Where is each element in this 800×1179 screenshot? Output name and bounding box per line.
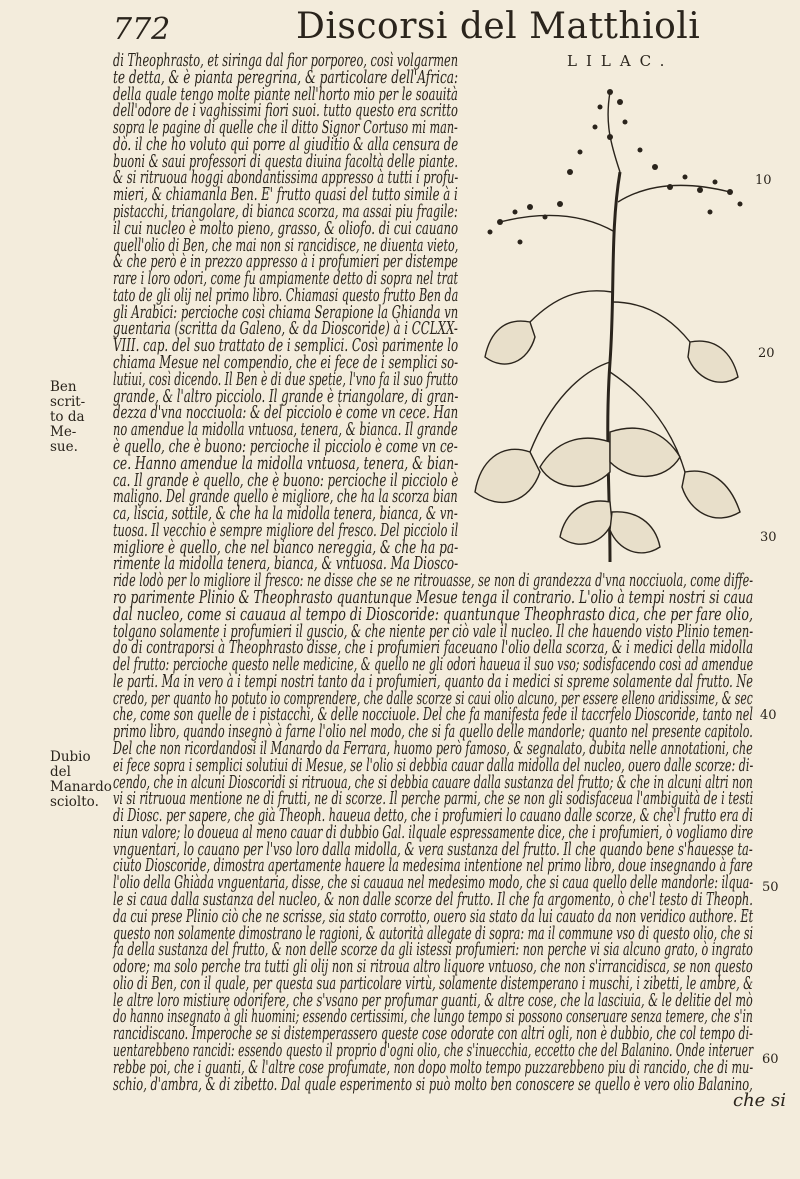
text-line: da cui prese Plinio ciò che ne scrisse, sia stato corrotto, ouero sia stato da lui cauato da non veridico authore. Et xyxy=(113,905,754,927)
text-line: do di contraporsi à Theophrasto disse, che i profumieri faceuano l'olio della scorza, & i medici della midolla xyxy=(113,637,754,659)
text-line: il cui nucleo è molto pieno, grasso, & oliofo. di cui cauano xyxy=(113,217,459,239)
text-line: credo, per quanto ho potuto io comprendere, che dalle scorze si caui olio alcuno, per essere elleno aridissime, & sec xyxy=(113,687,753,709)
text-line: guentaria (scritta da Galeno, & da Dioscoride) à i CCLXX- xyxy=(113,318,458,340)
text-line: niun valore; lo doueua al meno cauar di dubbio Gal. ilquale espressamente dice, che i profumieri, ò vogliamo dire xyxy=(113,821,754,843)
text-line: questo non solamente dimostrano le ragioni, & autorità allegate di sopra: ma il commune vso di questo olio, che si xyxy=(113,922,754,944)
margin-note: Dubio del Manardo sciolto. xyxy=(50,749,112,810)
text-line: te detta, & è pianta peregrina, & particolare dell'Africa: xyxy=(113,66,459,88)
text-line: quell'olio di Ben, che mai non si rancidisce, ne diuenta vieto, xyxy=(113,234,459,256)
text-line: ro parimente Plinio & Theophrasto quantunque Mesue tenga il contrario. L'olio à tempi nostri si caua xyxy=(113,586,754,608)
text-line: Del che non ricordandosi il Manardo da Ferrara, huomo però famoso, & segnalato, dubita nelle annotationi, che xyxy=(113,737,753,759)
text-line: olio di Ben, con il quale, per questa sua particolare virtù, solamente distemperano i muschi, i zibetti, le ambre, & xyxy=(113,972,754,994)
text-line: schio, d'ambra, & di zibetto. Dal quale esperimento si può molto ben conoscere se quello è vero olio Balanino, xyxy=(113,1073,753,1095)
text-line: VIII. cap. del suo trattato de i semplici. Così parimente lo xyxy=(113,335,459,357)
text-line: rancidiscano. Imperoche se si distemperassero queste cose odorate con altri ogli, non è dubbio, che col tempo di- xyxy=(113,1023,753,1045)
text-line: sopra le pagine di quelle che il ditto Signor Cortuso mi man- xyxy=(113,117,458,139)
text-line: no amendue la midolla vntuosa, tenera, & bianca. Il grande xyxy=(113,419,458,441)
line-number: 60 xyxy=(762,1052,779,1067)
text-line: di Theophrasto, et siringa dal fior porporeo, così volgarmen xyxy=(113,50,459,71)
text-line: dezza d'vna nocciuola: & del picciolo è come vn cece. Han xyxy=(113,402,459,424)
text-line: le altre loro mistiure odorifere, che s'vsano per profumar guanti, & altre cose, che la lasciuia, & le delitie del mò xyxy=(113,989,753,1011)
text-line: primo libro, quando insegnò à farne l'olio nel modo, che si fa quello delle mandorle; quanto nel presente capitolo. xyxy=(113,721,753,743)
text-line: dal nucleo, come si cauaua al tempo di Dioscoride: quantunque Theophrasto dica, che per fare olio, xyxy=(113,603,753,625)
text-line: rare i loro odori, come fu ampiamente detto di sopra nel trat xyxy=(113,268,459,290)
text-line: migliore è quello, che nel bianco nereggia, & che ha pa- xyxy=(113,536,459,558)
text-line: odore; ma solo perche tra tutti gli olij non si ritroua altro liquore vntuoso, che non s'irrancidisca, se non questo xyxy=(113,956,753,978)
text-line: ei fece sopra i semplici solutiui di Mesue, se l'olio si debbia cauar dalla midolla del nucleo, ouero dalle scorze: di- xyxy=(113,754,754,776)
text-line: & si ritruoua hoggi abondantissima appresso à tutti i profu- xyxy=(113,167,459,189)
text-line: tato de gli olij nel primo libro. Chiamasi questo frutto Ben da xyxy=(113,284,459,306)
text-line: l'olio della Ghiàda vnguentaria, disse, che si cauaua nel medesimo modo, che si caua quello delle mandorle: ilqua- xyxy=(113,872,754,894)
line-number: 10 xyxy=(755,173,772,188)
plant-title: LILAC. xyxy=(567,52,674,70)
text-line: del frutto: percioche questo nelle medicine, & quello ne gli odori haueua il suo vso; sodisfacendo così ad amendue xyxy=(113,654,754,676)
text-line: pistacchi, triangolare, di bianca scorza, ma assai piu fragile: xyxy=(113,201,458,223)
text-line: maligno. Del grande quello è migliore, che ha la scorza bian xyxy=(113,486,458,508)
text-line: do hanno insegnato à gli huomini; essendo certissimi, che lungo tempo si possono conseruare senza temere, che s'in xyxy=(113,1006,753,1028)
text-line: mieri, & chiamanla Ben. E' frutto quasi del tutto simile à i xyxy=(113,184,458,206)
text-line: di Diosc. per sapere, che già Theoph. haueua detto, che i profumieri lo cauano dalle scorze, & che'l frutto era di xyxy=(113,805,753,827)
text-line: ca. Il grande è quello, che è buono: percioche il picciolo è xyxy=(113,469,459,491)
text-line: gli Arabici: percioche così chiama Serapione la Ghianda vn xyxy=(113,301,459,323)
text-line: vi si ritruoua mentione ne di frutti, ne di scorze. Il perche parmi, che se non gli sodisfaceua l'ambiguità de i testi xyxy=(113,788,754,810)
margin-note: Ben scrit- to da Me- sue. xyxy=(50,379,86,455)
text-line: & che però è in prezzo appresso à i profumieri per distempe xyxy=(113,251,458,273)
text-line: ciuto Dioscoride, dimostra apertamente hauere la medesima intentione nel primo libro, doue insegnando à fare xyxy=(113,855,753,877)
text-line: tuosa. Il vecchio è sempre migliore del fresco. Del picciolo il xyxy=(113,519,459,541)
text-line: le si caua dalla sustanza del nucleo, & non dalle scorze del frutto. Il che fa argomento, ò che'l testo di Theoph. xyxy=(113,889,753,910)
running-title: Discorsi del Matthioli xyxy=(296,6,701,47)
text-line: chiama Mesue nel compendio, che ei fece de i semplici so- xyxy=(113,352,459,374)
text-line: ca, liscia, sottile, & che ha la midolla tenera, bianca, & vn- xyxy=(113,503,458,525)
line-number: 20 xyxy=(758,346,775,361)
text-line: le parti. Ma in vero à i tempi nostri tanto da i profumieri, quanto da i medici si spreme solamente dal frutto. Ne xyxy=(113,670,753,692)
text-line: della quale tengo molte piante nell'horto mio per le soauità xyxy=(113,83,458,105)
line-number: 50 xyxy=(762,880,779,895)
text-line: vnguentari, lo cauano per l'vso loro dalla midolla, & vera sustanza del frutto. Il che quando bene s'hauesse ta- xyxy=(113,838,753,860)
text-line: ride lodò per lo migliore il fresco: ne disse che se ne ritrouasse, se non di grandezza d'vna nocciuola, come diffe- xyxy=(113,570,754,592)
line-number: 40 xyxy=(760,708,777,723)
text-line: lutiui, così dicendo. Il Ben è di due spetie, l'vno fa il suo frutto xyxy=(113,368,458,390)
text-line: è quello, che è buono: percioche il picciolo è come vn ce- xyxy=(113,435,458,457)
text-line: dell'odore de i vaghissimi fiori suoi. tutto questo era scritto xyxy=(113,100,458,122)
text-line: cendo, che in alcuni Dioscoridi si ritruoua, che si debbia cauare dalla sustanza del frutto; & che in alcuni altri non xyxy=(113,771,753,793)
text-line: ce. Hanno amendue la midolla vntuosa, tenera, & bian- xyxy=(113,452,459,474)
line-number: 30 xyxy=(760,530,777,545)
page-number: 772 xyxy=(113,12,171,47)
text-line: che, come son quelle de i pistacchi, & delle nocciuole. Del che fa manifesta fede il taccrfelo Dioscoride, tanto nel xyxy=(113,704,753,726)
text-line: rebbe poi, che i guanti, & l'altre cose profumate, non dopo molto tempo puzzarebbeno piu di rancido, che di mu- xyxy=(113,1056,754,1078)
text-line: fa della sustanza del frutto, & non delle scorze da gli istessi profumieri: non perche vi sia alcuno grato, ò ingrato xyxy=(113,939,753,961)
text-line: rimente la midolla tenera, bianca, & vntuosa. Ma Diosco- xyxy=(113,553,459,575)
text-line: tolgano solamente i profumieri il guscio, & che niente per ciò vale il nucleo. Il che hauendo visto Plinio temen- xyxy=(113,620,754,642)
text-line: buoni & saui professori di questa diuina facoltà delle piante. xyxy=(113,150,458,172)
text-line: che si xyxy=(733,1090,787,1112)
text-line: grande, & l'altro picciolo. Il grande è triangolare, di gran- xyxy=(113,385,459,407)
text-line: dò. il che ho voluto qui porre al giuditio & alla censura de xyxy=(113,133,459,155)
text-line: uentarebbeno rancidi: essendo questo il proprio d'ogni olio, che s'inuecchia, eccetto che del Balanino. Onde interuer xyxy=(113,1040,754,1062)
